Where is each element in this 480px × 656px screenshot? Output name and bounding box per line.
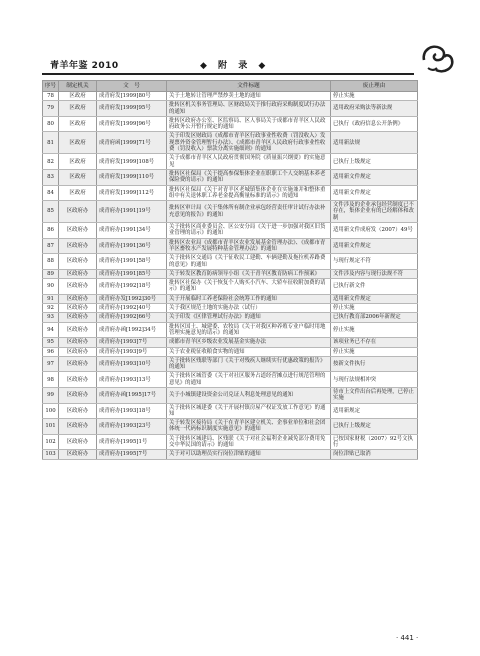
- document-title-cell: 批转区机关事务管理局、区财政局关于推行政府采购制度试行办法的通知: [167, 101, 331, 117]
- table-row: [43, 269, 418, 278]
- document-title-cell: 关于批转区商业委员会、区公安分局《关于进一步加强对我区旧货业管理的请示》的通知: [167, 223, 331, 239]
- row-number-cell: 81: [43, 132, 59, 154]
- issuing-body-cell: 区政府: [59, 116, 97, 132]
- table-row: [43, 313, 418, 322]
- table-row: [43, 304, 418, 313]
- abolition-reason-cell: 已按国家财税（2007）92号文执行: [331, 434, 418, 450]
- document-number-cell: 成青府发[1999]112号: [97, 185, 167, 201]
- table-row: [43, 419, 418, 435]
- page-number: · 441 ·: [396, 634, 419, 642]
- document-number-cell: 成青府办发[1992]30号: [97, 294, 167, 303]
- document-number-cell: 成青府函[1999]71号: [97, 132, 167, 154]
- row-number-cell: 95: [43, 338, 59, 347]
- table-row: [43, 450, 418, 459]
- abolition-reason-cell: 适用新文件规定: [331, 185, 418, 201]
- table-row: [43, 169, 418, 185]
- section-title: ◆ 附 录 ◆: [200, 61, 270, 71]
- header-rule: [42, 73, 414, 75]
- document-title-cell: 关于小城镇建设资金公司兑证人利息处理意见的通知: [167, 387, 331, 403]
- issuing-body-cell: 区政府办: [59, 313, 97, 322]
- abolition-reason-cell: 停止实施: [331, 322, 418, 338]
- issuing-body-cell: 区政府: [59, 101, 97, 117]
- col-header-document-number: 文 号: [97, 81, 167, 92]
- document-number-cell: 成青府办[1993]10号: [97, 356, 167, 372]
- document-number-cell: 成青府办[1993]9号: [97, 347, 167, 356]
- abolition-reason-cell: 与现行规定不符: [331, 254, 418, 270]
- issuing-body-cell: 区政府办: [59, 403, 97, 419]
- table-row: [43, 223, 418, 239]
- table-row: [43, 132, 418, 154]
- table-row: [43, 387, 418, 403]
- issuing-body-cell: 区政府办: [59, 269, 97, 278]
- document-title-cell: 关于批转区城管委《关于对社区服务占道经营摊点进行规范管理的意见》的通知: [167, 372, 331, 388]
- issuing-body-cell: 区政府办: [59, 356, 97, 372]
- issuing-body-cell: 区政府办: [59, 201, 97, 223]
- document-number-cell: 成青府发[1999]96号: [97, 116, 167, 132]
- document-title-cell: 关于批转区城建局、区残联《关于对社会福利企业减免部分费用免交中华民国的请示》的通知: [167, 434, 331, 450]
- table-row: [43, 238, 418, 254]
- document-number-cell: 成青府发[1999]80号: [97, 92, 167, 101]
- issuing-body-cell: 区政府: [59, 132, 97, 154]
- document-title-cell: 关于成都市青羊区人民政府贯彻国务院《质量振兴纲要》的实施意见: [167, 154, 331, 170]
- row-number-cell: 80: [43, 116, 59, 132]
- row-number-cell: 79: [43, 101, 59, 117]
- col-header-document-title: 文件标题: [167, 81, 331, 92]
- table-row: [43, 338, 418, 347]
- document-title-cell: 批转区社保办《关于恢复个人购买小汽车、大轿车征收附加费的请示》的通知: [167, 279, 331, 295]
- row-number-cell: 100: [43, 403, 59, 419]
- document-title-cell: 关于土地转让管理严禁炒卖土地的通知: [167, 92, 331, 101]
- row-number-cell: 94: [43, 322, 59, 338]
- abolition-reason-cell: 按新文件执行: [331, 356, 418, 372]
- row-number-cell: 91: [43, 294, 59, 303]
- abolition-reason-cell: 适用新文件规定: [331, 238, 418, 254]
- issuing-body-cell: 区政府办: [59, 304, 97, 313]
- document-number-cell: 成青府办[1991]19号: [97, 201, 167, 223]
- abolition-reason-cell: 已执行《政府信息公开条例》: [331, 116, 418, 132]
- document-title-cell: 批转区政府办公室、区监察局、区人事局关于成都市青羊区人民政府政务公开暂行规定的通知: [167, 116, 331, 132]
- abolition-reason-cell: 适用新文件规定: [331, 169, 418, 185]
- issuing-body-cell: 区政府办: [59, 322, 97, 338]
- document-title-cell: 关于农业税征收粮食实物的通知: [167, 347, 331, 356]
- abolition-reason-cell: 岗位津贴已取消: [331, 450, 418, 459]
- document-title-cell: 批转区审计局《关于集体所有制企业承包经营责任审计试行办法补充意见的报告》的通知: [167, 201, 331, 223]
- abolition-reason-cell: 停止实施: [331, 304, 418, 313]
- document-title-cell: 关于批转区城建委《关于开展村镇房屋产权证发放工作意见》的通知: [167, 403, 331, 419]
- table-row: [43, 185, 418, 201]
- row-number-cell: 97: [43, 356, 59, 372]
- document-title-cell: 关于批转区残联等部门《关于对残疾人继续实行优惠政策的报告》的通知: [167, 356, 331, 372]
- document-number-cell: 成青府办函[1992]34号: [97, 322, 167, 338]
- abolished-documents-table: [42, 80, 418, 460]
- row-number-cell: 83: [43, 169, 59, 185]
- row-number-cell: 84: [43, 185, 59, 201]
- table-row: [43, 434, 418, 450]
- abolition-reason-cell: 停止实施: [331, 347, 418, 356]
- issuing-body-cell: 区政府办: [59, 372, 97, 388]
- table-row: [43, 372, 418, 388]
- document-number-cell: 成青府发[1999]95号: [97, 101, 167, 117]
- issuing-body-cell: 区政府办: [59, 294, 97, 303]
- row-number-cell: 92: [43, 304, 59, 313]
- abolition-reason-cell: 适用政府采购法等新法规: [331, 101, 418, 117]
- document-number-cell: 成青府发[1999]108号: [97, 154, 167, 170]
- row-number-cell: 93: [43, 313, 59, 322]
- document-title-cell: 关于印发区财政局《成都市青羊区行政事业性收费（罚没收入）发现票外资金管理暂行办法》、《成都市青羊区人民政府行政事业性收费（罚没收入）票款分离实施细则》的通知: [167, 132, 331, 154]
- document-number-cell: 成青府办[1993]23号: [97, 419, 167, 435]
- document-number-cell: 成青府办[1991]58号: [97, 254, 167, 270]
- table-row: [43, 322, 418, 338]
- col-header-issuing-body: 制定机关: [59, 81, 97, 92]
- abolition-reason-cell: 停止实施: [331, 92, 418, 101]
- issuing-body-cell: 区政府: [59, 154, 97, 170]
- row-number-cell: 89: [43, 269, 59, 278]
- table-row: [43, 294, 418, 303]
- table-row: [43, 116, 418, 132]
- row-number-cell: 86: [43, 223, 59, 239]
- row-number-cell: 82: [43, 154, 59, 170]
- table-row: [43, 254, 418, 270]
- document-number-cell: 成青府办函[1995]17号: [97, 387, 167, 403]
- table-row: [43, 347, 418, 356]
- col-header-abolition-reason: 废止理由: [331, 81, 418, 92]
- row-number-cell: 98: [43, 372, 59, 388]
- abolition-reason-cell: 待市上文件出台后再处理，已停止实施: [331, 387, 418, 403]
- decorative-swirl-emblem: [418, 40, 458, 76]
- row-number-cell: 96: [43, 347, 59, 356]
- table-row: [43, 101, 418, 117]
- document-number-cell: 成青府办[1992]18号: [97, 279, 167, 295]
- row-number-cell: 90: [43, 279, 59, 295]
- table-header-row: [43, 81, 418, 92]
- document-title-cell: 关于转发区教育防病领导小组《关于青羊区教育防病工作预案》: [167, 269, 331, 278]
- row-number-cell: 88: [43, 254, 59, 270]
- table-row: [43, 201, 418, 223]
- abolition-reason-cell: 与现行法规相冲突: [331, 372, 418, 388]
- document-title-cell: 关于批转区交通局《关于征收民工建勤、车辆建勤及拖拉机养路费的意见》的通知: [167, 254, 331, 270]
- issuing-body-cell: 区政府办: [59, 450, 97, 459]
- issuing-body-cell: 区政府办: [59, 279, 97, 295]
- document-number-cell: 成青府办[1992]66号: [97, 313, 167, 322]
- row-number-cell: 101: [43, 419, 59, 435]
- issuing-body-cell: 区政府: [59, 92, 97, 101]
- row-number-cell: 103: [43, 450, 59, 459]
- issuing-body-cell: 区政府办: [59, 347, 97, 356]
- document-title-cell: 关于我区规范土地的实施办法（试行）: [167, 304, 331, 313]
- abolition-reason-cell: 已执行上级规定: [331, 154, 418, 170]
- abolition-reason-cell: 文件涉及内容与现行法规不符: [331, 269, 418, 278]
- abolition-reason-cell: 适用新法规: [331, 132, 418, 154]
- abolition-reason-cell: 文件涉及的企业承包经营制度已不存在，集体企业有的已经解体和改制: [331, 201, 418, 223]
- abolition-reason-cell: 适用新文件规定: [331, 294, 418, 303]
- table-row: [43, 403, 418, 419]
- document-number-cell: 成青府办[1995]1号: [97, 434, 167, 450]
- row-number-cell: 78: [43, 92, 59, 101]
- document-title-cell: 批转区农业局《成都市青羊区农业发展基金管理办法》、《成都市青羊区畜牧水产发展特种基金管理办法》的通知: [167, 238, 331, 254]
- row-number-cell: 102: [43, 434, 59, 450]
- abolition-reason-cell: 已执行新文件: [331, 279, 418, 295]
- issuing-body-cell: 区政府: [59, 169, 97, 185]
- document-title-cell: 关于印发《区律管理试行办法》的通知: [167, 313, 331, 322]
- issuing-body-cell: 区政府: [59, 185, 97, 201]
- document-number-cell: 成青府办[1991]36号: [97, 238, 167, 254]
- issuing-body-cell: 区政府办: [59, 419, 97, 435]
- row-number-cell: 85: [43, 201, 59, 223]
- abolition-reason-cell: 已执行上级规定: [331, 419, 418, 435]
- issuing-body-cell: 区政府办: [59, 254, 97, 270]
- document-number-cell: 成青府办[1993]18号: [97, 403, 167, 419]
- document-title-cell: 批转区国土、城建委、农牧局《关于对我区种养殖专业户临时用地管理实施意见的请示》的通知: [167, 322, 331, 338]
- abolition-reason-cell: 已执行教育部2006年新规定: [331, 313, 418, 322]
- table-row: [43, 154, 418, 170]
- issuing-body-cell: 区政府办: [59, 434, 97, 450]
- abolition-reason-cell: 适用新规定: [331, 403, 418, 419]
- document-number-cell: 成青府发[1999]110号: [97, 169, 167, 185]
- document-number-cell: 成青府办[1991]34号: [97, 223, 167, 239]
- issuing-body-cell: 区政府办: [59, 223, 97, 239]
- document-number-cell: 成青府办[1993]13号: [97, 372, 167, 388]
- document-number-cell: 成青府办[1995]7号: [97, 450, 167, 459]
- col-header-number: 序号: [43, 81, 59, 92]
- row-number-cell: 99: [43, 387, 59, 403]
- document-number-cell: 成青府办[1991]85号: [97, 269, 167, 278]
- document-title-cell: 批转区社保局《关于对青羊区老城镇集体企业在实施兼并和整体重组中有关退休职工养老金提高衡量标准的请示》的通知: [167, 185, 331, 201]
- table-row: [43, 279, 418, 295]
- document-title-cell: 关于对可以助理员实行岗位津贴的通知: [167, 450, 331, 459]
- issuing-body-cell: 区政府办: [59, 238, 97, 254]
- table-row: [43, 92, 418, 101]
- document-title-cell: 关于开展临时工养老保险社会统筹工作的通知: [167, 294, 331, 303]
- document-title-cell: 关于转发区接待局《关于在青羊区建立机关、企事业单位和社会团体统一代码标识制度实施意见》的通知: [167, 419, 331, 435]
- yearbook-title: 青羊年鉴 2010: [50, 61, 119, 71]
- table-row: [43, 356, 418, 372]
- abolition-reason-cell: 适用新文件成府发（2007）49号: [331, 223, 418, 239]
- issuing-body-cell: 区政府办: [59, 387, 97, 403]
- document-title-cell: 成都市青羊区乡级农业发展基金实施办法: [167, 338, 331, 347]
- document-title-cell: 批转区社保局《关于提高参保集体企业在职职工个人交纳基本养老保险费的请示》的通知: [167, 169, 331, 185]
- document-number-cell: 成青府办[1992]40号: [97, 304, 167, 313]
- document-number-cell: 成青府办[1993]7号: [97, 338, 167, 347]
- row-number-cell: 87: [43, 238, 59, 254]
- issuing-body-cell: 区政府办: [59, 338, 97, 347]
- abolition-reason-cell: 该项业务已不存在: [331, 338, 418, 347]
